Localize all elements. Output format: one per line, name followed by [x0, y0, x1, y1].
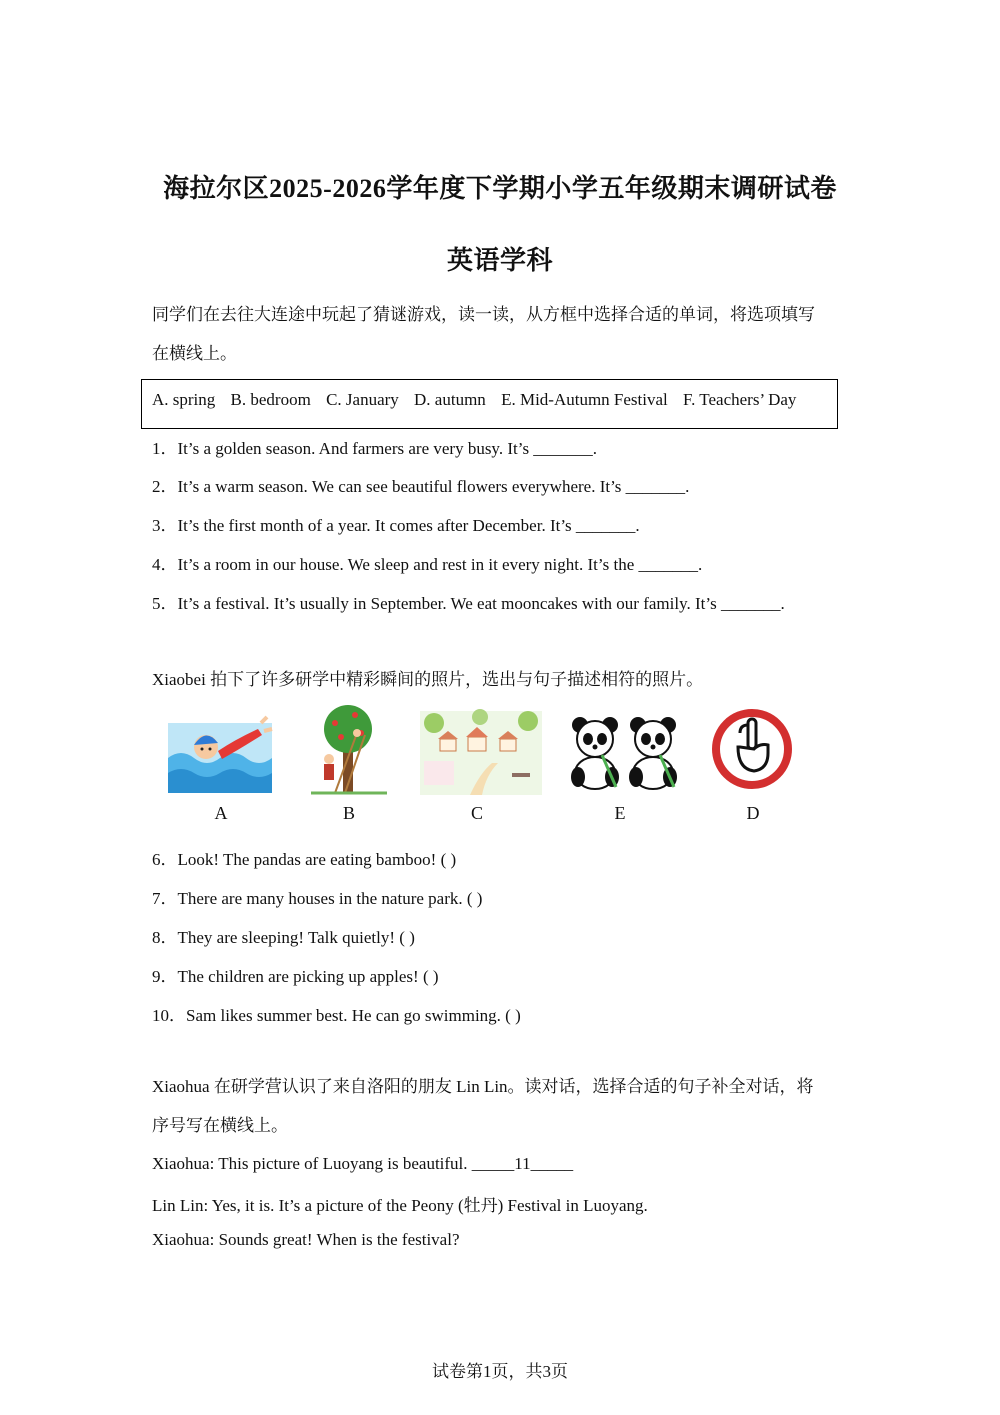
question-7: 7．There are many houses in the nature park. ( ): [152, 889, 483, 908]
picture-label-b: B: [342, 803, 355, 823]
question-6: 6．Look! The pandas are eating bamboo! ( ): [152, 850, 457, 869]
page-footer: 试卷第1页，共3页: [432, 1362, 568, 1381]
pandas-bamboo-icon: [566, 703, 688, 795]
dialogue-line-3: Xiaohua: Sounds great! When is the festival?: [152, 1230, 460, 1249]
option-e: E. Mid-Autumn Festival: [501, 390, 668, 409]
exam-title: 海拉尔区2025-2026学年度下学期小学五年级期末调研试卷: [163, 174, 837, 203]
village-park-icon: [420, 703, 542, 795]
question-9: 9．The children are picking up apples! ( ): [152, 967, 439, 986]
subject-title: 英语学科: [446, 246, 553, 275]
section3-instruction: Xiaohua 在研学营认识了来自洛阳的朋友 Lin Lin。读对话，选择合适的句子补全对话，将 序号写在横线上。: [152, 1077, 814, 1135]
option-b: B. bedroom: [230, 390, 311, 409]
question-8: 8．They are sleeping! Talk quietly! ( ): [152, 928, 415, 947]
word-options: [152, 390, 807, 410]
question-10: 10．Sam likes summer best. He can go swimming. ( ): [152, 1006, 521, 1025]
picture-label-c: C: [470, 803, 483, 823]
question-4: 4．It’s a room in our house. We sleep and rest in it every night. It’s the _______.: [152, 555, 703, 574]
option-d: D. autumn: [414, 390, 486, 409]
picture-label-e: E: [614, 803, 626, 823]
quiet-sign-icon: [710, 703, 794, 795]
section1-instruction: 同学们在去往大连途中玩起了猜谜游戏，读一读，从方框中选择合适的单词，将选项填写 在横线上。: [152, 305, 815, 363]
question-5: 5．It’s a festival. It’s usually in September. We eat mooncakes with our family. It’s _______.: [152, 594, 785, 613]
swimming-child-icon: [166, 703, 274, 795]
option-a: A. spring: [152, 390, 216, 409]
question-1: 1．It’s a golden season. And farmers are very busy. It’s _______.: [152, 439, 598, 458]
apple-tree-picking-icon: [305, 703, 393, 795]
question-3: 3．It’s the first month of a year. It comes after December. It’s _______.: [152, 516, 640, 535]
picture-label-d: D: [746, 803, 760, 823]
option-f: F. Teachers’ Day: [683, 390, 797, 409]
dialogue-line-2: Lin Lin: Yes, it is. It’s a picture of the Peony (牡丹) Festival in Luoyang.: [152, 1196, 648, 1215]
question-2: 2．It’s a warm season. We can see beautiful flowers everywhere. It’s _______.: [152, 477, 690, 496]
option-c: C. January: [326, 390, 399, 409]
picture-label-a: A: [214, 803, 228, 823]
section2-instruction: Xiaobei 拍下了许多研学中精彩瞬间的照片，选出与句子描述相符的照片。: [152, 670, 704, 689]
dialogue-line-1: Xiaohua: This picture of Luoyang is beautiful. _____11_____: [152, 1154, 574, 1173]
